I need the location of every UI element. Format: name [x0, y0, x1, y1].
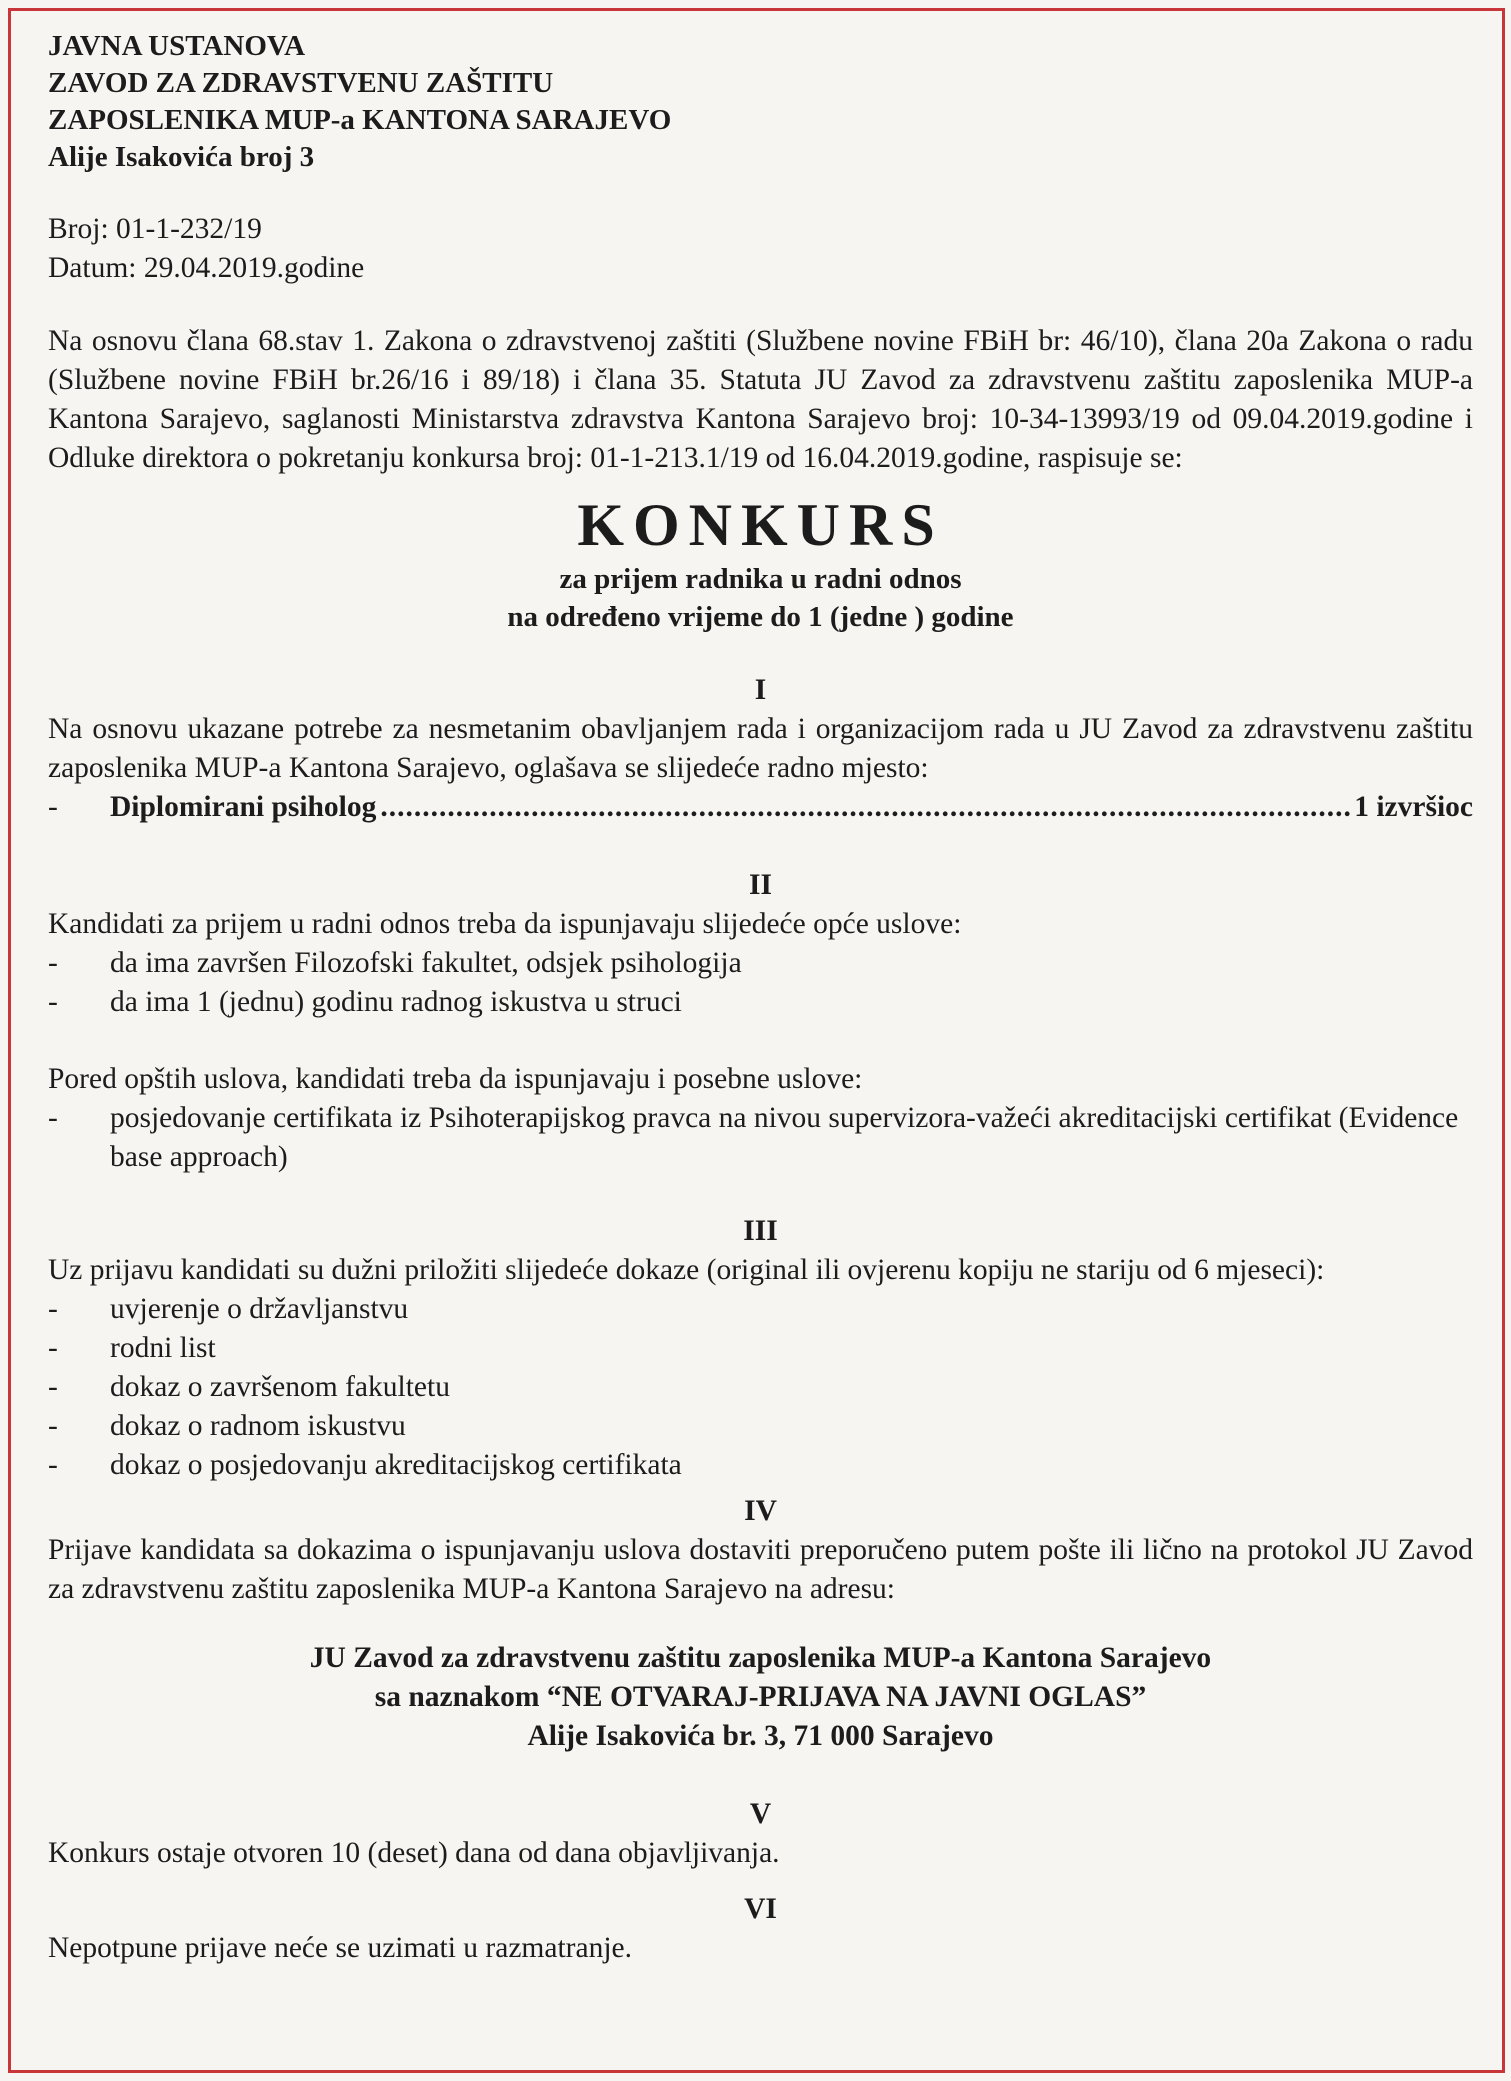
address-line: Alije Isakovića br. 3, 71 000 Sarajevo — [527, 1720, 994, 1752]
address-line: sa naznakom “NE OTVARAJ-PRIJAVA NA JAVNI OGLAS” — [374, 1681, 1147, 1713]
list-item: - uvjerenje o državljanstvu — [48, 1290, 1473, 1329]
special-requirements-list — [48, 1099, 1473, 1177]
section-numeral: VI — [744, 1893, 777, 1925]
section-text: Pored opštih uslova, kandidati treba da ispunjavaju i posebne uslove: — [48, 1063, 863, 1095]
header-line: JAVNA USTANOVA — [48, 30, 306, 62]
document-number: Broj: 01-1-232/19 — [48, 213, 262, 245]
section-numeral: II — [749, 869, 772, 901]
position-title: Diplomirani psiholog — [110, 791, 377, 823]
address-line: JU Zavod za zdravstvenu zaštitu zaposlenika MUP-a Kantona Sarajevo — [309, 1642, 1212, 1674]
list-item: - dokaz o završenom fakultetu — [48, 1368, 1473, 1407]
position-count: 1 izvršioc — [1354, 791, 1473, 823]
section-text: Kandidati za prijem u radni odnos treba da ispunjavaju slijedeće opće uslove: — [48, 908, 962, 940]
document-date: Datum: 29.04.2019.godine — [48, 252, 365, 284]
section-numeral: I — [754, 674, 767, 706]
documents-list — [48, 1290, 1473, 1485]
document-meta — [48, 210, 1473, 288]
section-text: Prijave kandidata sa dokazima o ispunjavanju uslova dostaviti preporučeno putem pošte ili lično na protokol JU Zavod za zdravstvenu zaštitu zaposlenika MUP-a Kantona Sarajevo na adresu: — [48, 1534, 1473, 1605]
header-line: Alije Isakovića broj 3 — [48, 141, 315, 173]
institution-header — [48, 28, 1473, 176]
section-numeral: V — [749, 1798, 772, 1830]
requirements-list — [48, 944, 1473, 1022]
list-item: - posjedovanje certifikata iz Psihoterapijskog pravca na nivou supervizora-važeći akreditacijski certifikat (Evidence base approach) — [48, 1099, 1473, 1177]
document-subtitle: za prijem radnika u radni odnos — [559, 563, 962, 595]
submission-address — [48, 1639, 1473, 1756]
legal-basis-paragraph: Na osnovu člana 68.stav 1. Zakona o zdravstvenoj zaštiti (Službene novine FBiH br: 46/10), člana 20a Zakona o radu (Službene novine FBiH br.26/16 i 89/18) i člana 35. Statuta JU Zavod za zdravstvenu zaštitu zaposlenika MUP-a Kantona Sarajevo, saglanosti Ministarstva zdravstva Kantona Sarajevo broj: 10-34-13993/19 od 09.04.2019.godine i Odluke direktora o pokretanju konkursa broj: 01-1-213.1/19 od 16.04.2019.godine, raspisuje se: — [48, 325, 1473, 474]
header-line: ZAVOD ZA ZDRAVSTVENU ZAŠTITU — [48, 67, 554, 99]
section-numeral: III — [743, 1215, 778, 1247]
position-entry: - Diplomirani psiholog ..... 1 izvršioc — [48, 788, 1473, 827]
document-subtitle: na određeno vrijeme do 1 (jedne ) godine — [507, 601, 1014, 633]
header-line: ZAPOSLENIKA MUP-a KANTONA SARAJEVO — [48, 104, 672, 136]
list-item: - da ima 1 (jednu) godinu radnog iskustva u struci — [48, 983, 1473, 1022]
section-numeral: IV — [744, 1495, 777, 1527]
section-text: Uz prijavu kandidati su dužni priložiti slijedeće dokaze (original ili ovjerenu kopiju ne stariju od 6 mjeseci): — [48, 1254, 1325, 1286]
section-text: Na osnovu ukazane potrebe za nesmetanim obavljanjem rada i organizacijom rada u JU Zavod za zdravstvenu zaštitu zaposlenika MUP-a Kantona Sarajevo, oglašava se slijedeće radno mjesto: — [48, 713, 1473, 784]
list-item: - da ima završen Filozofski fakultet, odsjek psihologija — [48, 944, 1473, 983]
title-block — [48, 490, 1473, 636]
list-item: - dokaz o radnom iskustvu — [48, 1407, 1473, 1446]
section-text: Konkurs ostaje otvoren 10 (deset) dana od dana objavljivanja. — [48, 1837, 780, 1869]
document-title: KONKURS — [577, 492, 944, 558]
dot-leader — [380, 788, 1350, 827]
document-content — [48, 28, 1473, 1968]
section-text: Nepotpune prijave neće se uzimati u razmatranje. — [48, 1932, 632, 1964]
list-item: - dokaz o posjedovanju akreditacijskog certifikata — [48, 1446, 1473, 1485]
list-item: - rodni list — [48, 1329, 1473, 1368]
